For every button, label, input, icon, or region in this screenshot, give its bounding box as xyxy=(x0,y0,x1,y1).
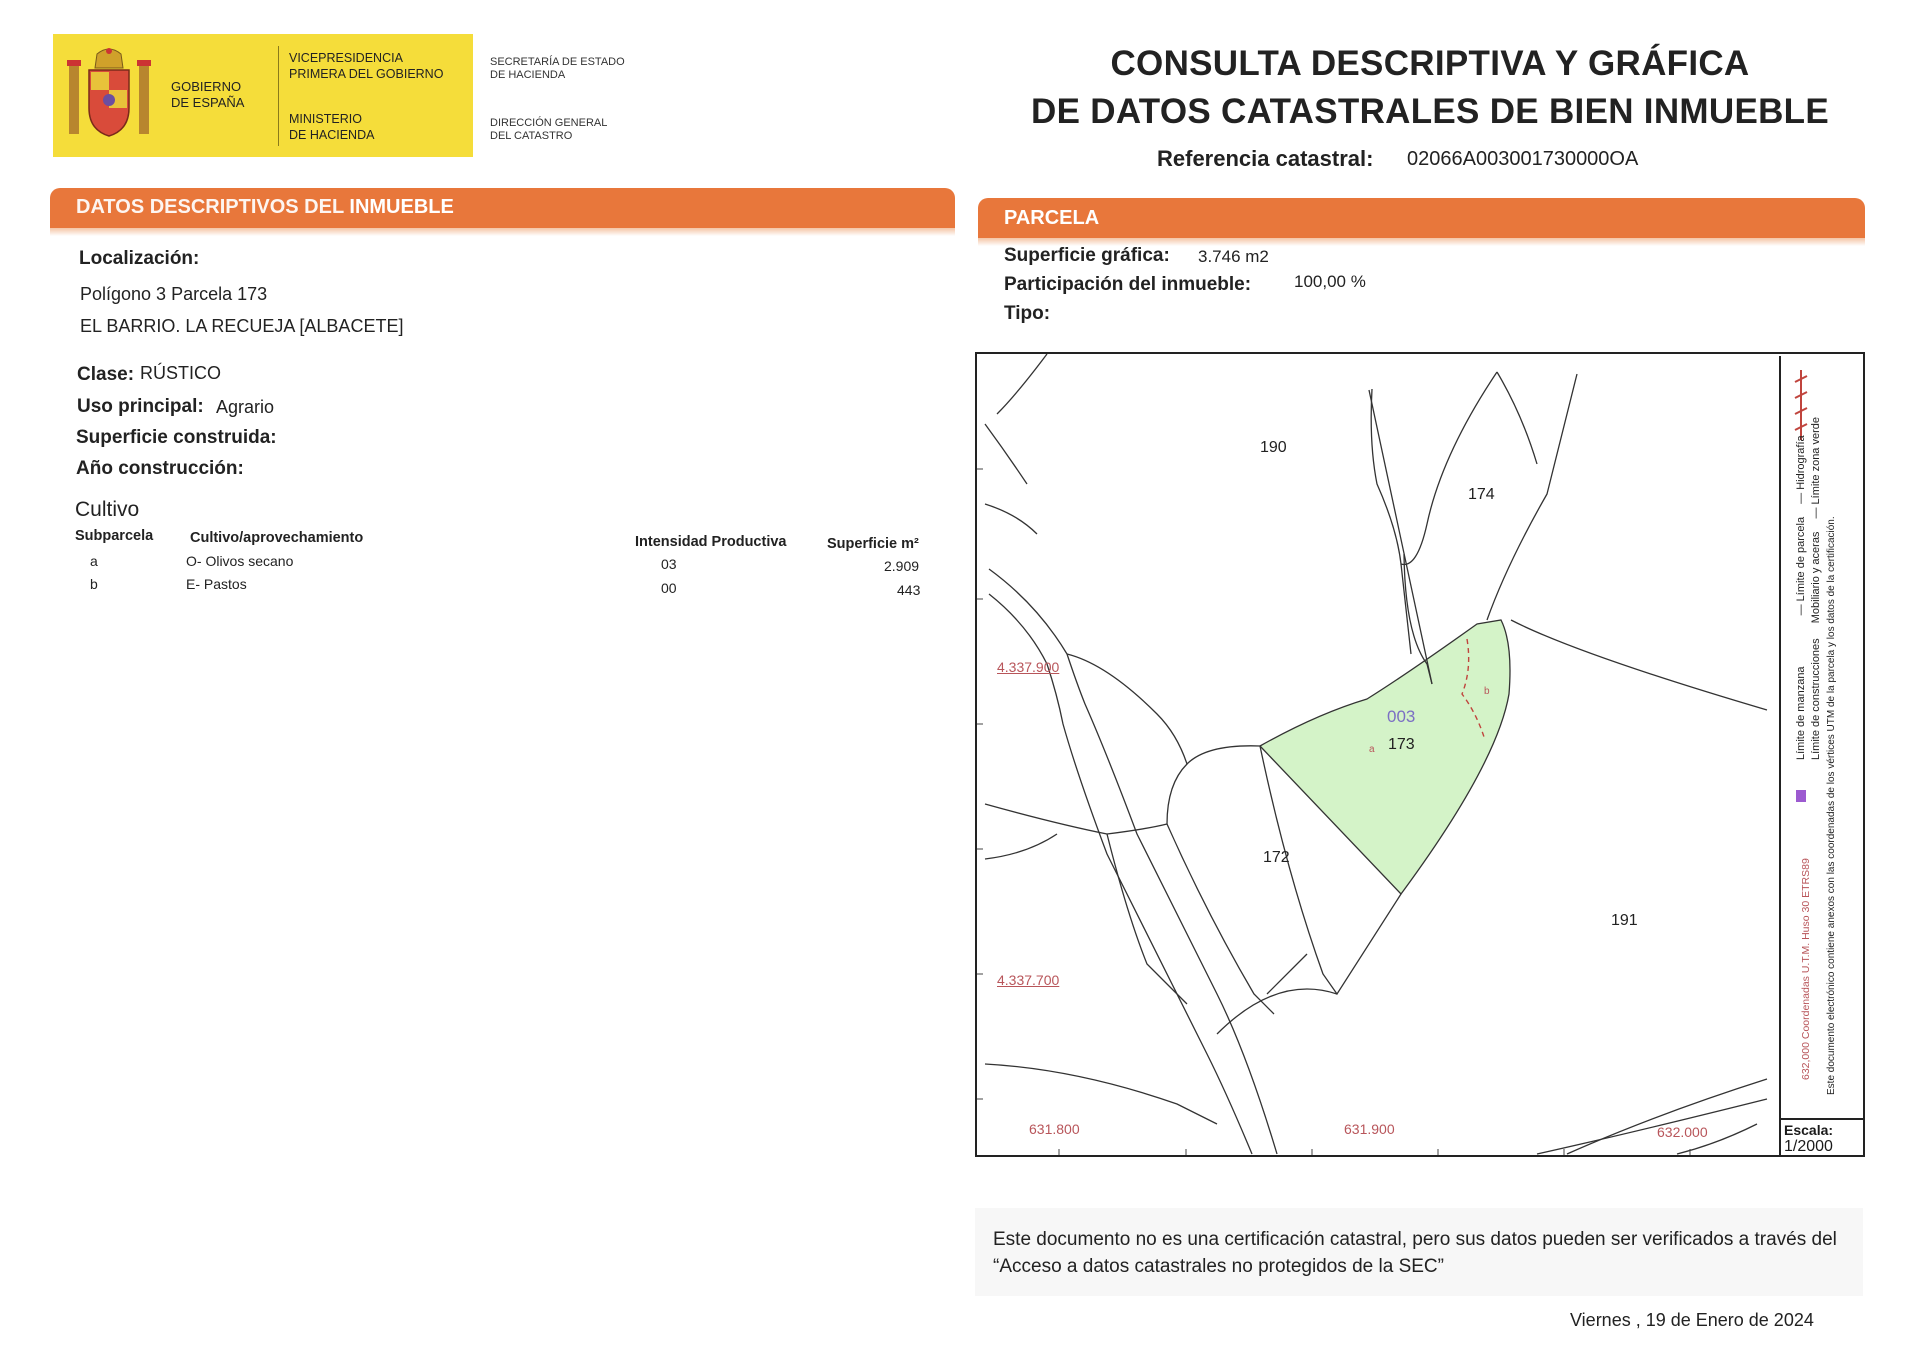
col-superficie: Superficie m² xyxy=(827,536,919,552)
cultivo-title: Cultivo xyxy=(75,498,140,521)
utm-x1: 631.800 xyxy=(1029,1121,1080,1137)
localizacion-label: Localización: xyxy=(79,248,200,269)
row-b-cultivo: E- Pastos xyxy=(186,576,247,592)
clase-label: Clase: xyxy=(77,364,135,385)
col-subparcela: Subparcela xyxy=(75,528,154,544)
row-b-subparcela: b xyxy=(90,576,98,592)
col-cultivo: Cultivo/aprovechamiento xyxy=(190,530,364,546)
row-a-intensidad: 03 xyxy=(661,556,677,572)
parcel-label-174: 174 xyxy=(1468,486,1495,503)
secretaria-name: SECRETARÍA DE ESTADO DE HACIENDA xyxy=(490,56,625,81)
uso-label: Uso principal: xyxy=(77,396,204,417)
document-date: Viernes , 19 de Enero de 2024 xyxy=(1570,1310,1814,1330)
document-title-line1: CONSULTA DESCRIPTIVA Y GRÁFICA xyxy=(1110,44,1750,83)
ref-value: 02066A003001730000OA xyxy=(1407,148,1639,170)
vice-presidency-name: VICEPRESIDENCIA PRIMERA DEL GOBIERNO xyxy=(289,51,444,81)
superficie-grafica-value: 3.746 m2 xyxy=(1198,247,1269,266)
cadastral-map xyxy=(975,352,1865,1157)
scale-box xyxy=(1780,1118,1864,1157)
ministry-name: MINISTERIO DE HACIENDA xyxy=(289,112,375,142)
row-a-cultivo: O- Olivos secano xyxy=(186,553,294,569)
ref-label: Referencia catastral: xyxy=(1157,146,1374,171)
scale-value: 1/2000 xyxy=(1784,1138,1833,1155)
legend-coords: 632,000 Coordenadas U.T.M. Huso 30 ETRS89 xyxy=(1800,858,1812,1080)
target-parcel-label: 173 xyxy=(1388,736,1415,753)
localizacion-line2: EL BARRIO. LA RECUEJA [ALBACETE] xyxy=(80,316,404,336)
clase-value: RÚSTICO xyxy=(140,363,221,383)
descriptivos-header: DATOS DESCRIPTIVOS DEL INMUEBLE xyxy=(50,188,955,228)
participacion-value: 100,00 % xyxy=(1294,272,1366,291)
legend-col1: Límite de manzana — Límite de parcela — Hidrografía xyxy=(1795,435,1807,760)
parcel-173-shape xyxy=(1260,620,1510,894)
superficie-construida-label: Superficie construida: xyxy=(76,427,277,448)
row-b-superficie: 443 xyxy=(897,582,921,598)
utm-x3: 632.000 xyxy=(1657,1124,1708,1140)
disclaimer-note: Este documento no es una certificación catastral, pero sus datos pueden ser verificados a través del “Acceso a datos catastrales no protegidos de la SEC” xyxy=(975,1208,1863,1296)
utm-x2: 631.900 xyxy=(1344,1121,1395,1137)
direccion-name: DIRECCIÓN GENERAL DEL CATASTRO xyxy=(490,117,608,142)
coat-of-arms-icon xyxy=(67,46,151,144)
superficie-grafica-label: Superficie gráfica: xyxy=(1004,245,1170,266)
government-name: GOBIERNO DE ESPAÑA xyxy=(171,79,245,110)
parcel-lines xyxy=(977,354,1863,1155)
row-a-subparcela: a xyxy=(90,553,98,569)
utm-y1: 4.337.900 xyxy=(997,659,1060,675)
localizacion-line1: Polígono 3 Parcela 173 xyxy=(80,284,268,304)
legend-col2: Límite de construcciones Mobiliario y aceras — Límite zona verde xyxy=(1810,417,1822,760)
row-a-superficie: 2.909 xyxy=(884,558,920,574)
tipo-label: Tipo: xyxy=(1004,303,1051,324)
subparcel-a-label: a xyxy=(1369,744,1375,755)
ano-construccion-label: Año construcción: xyxy=(76,458,244,479)
col-intensidad: Intensidad Productiva xyxy=(635,534,787,550)
utm-y2: 4.337.700 xyxy=(997,972,1060,988)
parcel-label-190: 190 xyxy=(1260,439,1287,456)
participacion-label: Participación del inmueble: xyxy=(1004,274,1252,295)
legend-note: Este documento electrónico contiene anexos con las coordenadas de los vértices UTM de la parcela y los datos de la certificación. xyxy=(1826,516,1837,1095)
polygon-label: 003 xyxy=(1387,707,1416,726)
parcela-header: PARCELA xyxy=(978,198,1865,238)
row-b-intensidad: 00 xyxy=(661,580,677,596)
parcel-label-191: 191 xyxy=(1611,912,1638,929)
uso-value: Agrario xyxy=(216,397,275,417)
government-logo-block xyxy=(53,34,473,157)
scale-label: Escala: xyxy=(1784,1122,1834,1138)
subparcel-b-label: b xyxy=(1484,686,1490,697)
document-title-line2: DE DATOS CATASTRALES DE BIEN INMUEBLE xyxy=(1031,92,1829,131)
parcel-label-172: 172 xyxy=(1263,849,1290,866)
